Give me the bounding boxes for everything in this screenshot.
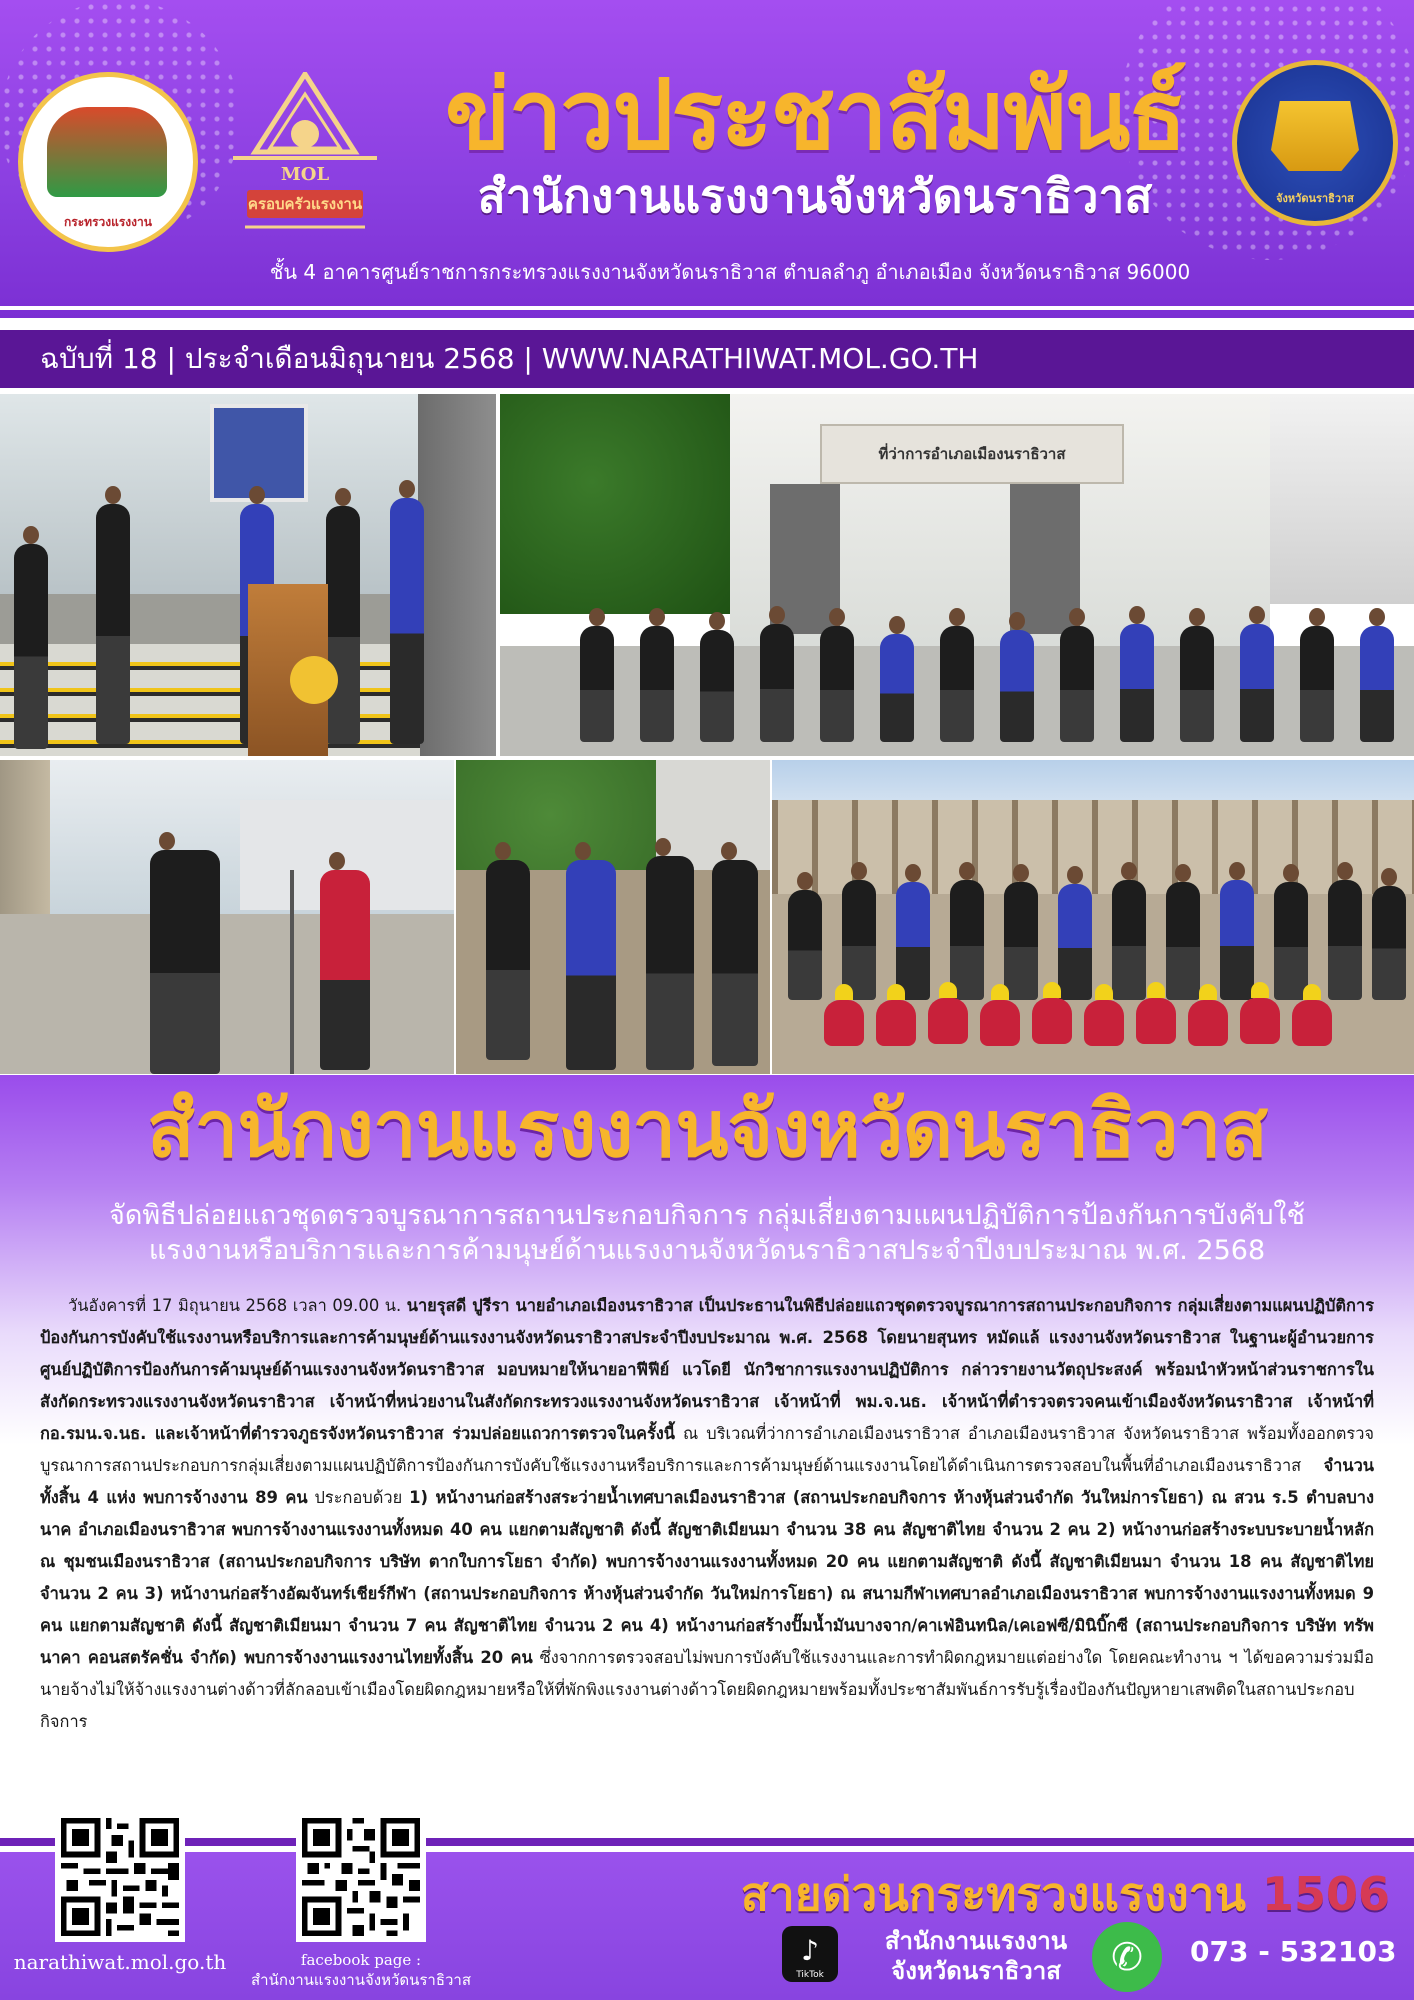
person	[96, 504, 130, 744]
person	[1300, 626, 1334, 742]
worker	[876, 1000, 916, 1046]
person	[640, 626, 674, 742]
article-subtitle-line: จัดพิธีปล่อยแถวชุดตรวจบูรณาการสถานประกอบกิจการ กลุ่มเสี่ยงตามแผนปฏิบัติการป้องกันการบังคับใช้	[109, 1200, 1305, 1231]
hotline-number[interactable]: 1506	[1261, 1867, 1390, 1921]
person	[1112, 880, 1146, 1000]
qr-code-icon[interactable]	[296, 1812, 426, 1942]
qr-caption-facebook	[236, 1950, 486, 1990]
header-banner	[0, 0, 1414, 318]
person	[580, 626, 614, 742]
person	[320, 870, 370, 1070]
article-text-bold: 1) หน้างานก่อสร้างสระว่ายน้ำเทศบาลเมืองนราธิวาส (สถานประกอบกิจการ ห้างหุ้นส่วนจำกัด วันใหม่การโยธา) ณ สวน ร.5 ตำบลบางนาค อำเภอเมืองนราธิวาส พบการจ้างงานแรงงานทั้งหมด 40 คน แยกตามสัญชาติ ดังนี้ สัญชาติเมียนมา จำนวน 38 คน สัญชาติไทย จำนวน 2 คน 2) หน้างานก่อสร้างระบบระบายน้ำหลัก ณ ชุมชนเมืองนราธิวาส (สถานประกอบกิจการ บริษัท ตากใบการโยธา จำกัด) พบการจ้างงานแรงงานทั้งหมด 20 คน แยกตามสัญชาติ ดังนี้ สัญชาติเมียนมา จำนวน 18 คน สัญชาติไทย จำนวน 2 คน 3) หน้างานก่อสร้างอัฒจันทร์เชียร์กีฬา (สถานประกอบกิจการ ห้างหุ้นส่วนจำกัด วันใหม่การโยธา) ณ สนามกีฬาเทศบาลอำเภอเมืองนราธิวาส พบการจ้างงานแรงงานทั้งหมด 9 คน แยกตามสัญชาติ ดังนี้ สัญชาติเมียนมา จำนวน 7 คน สัญชาติไทย จำนวน 2 คน 4) หน้างานก่อสร้างปั๊มน้ำมันบางจาก/คาเฟ่อินทนิล/เคเอฟซี/มินิบิ๊กซี (สถานประกอบกิจการ บริษัท ทรัพนาคา คอนสตรัคชั่น จำกัด) พบการจ้างงานแรงงานไทยทั้งสิ้น 20 คน	[40, 1488, 1374, 1667]
issue-bar	[0, 330, 1414, 388]
person	[1058, 884, 1092, 1000]
person	[700, 630, 734, 742]
person	[566, 860, 616, 1070]
article-text: ซึ่งจากการตรวจสอบไม่พบการบังคับใช้แรงงานและการทำผิดกฎหมายแต่อย่างใด โดยคณะทำงาน ฯ ได้ขอความร่วมมือนายจ้างไม่ให้จ้างแรงงานต่างด้าวที่ลักลอบเข้าเมืองโดยผิดกฎหมายหรือให้ที่พักพิงแรงงานต่างด้าวโดยผิดกฎหมายพร้อมทั้งประชาสัมพันธ์การรับรู้เรื่องป้องกันปัญหายาเสพติดในสถานประกอบกิจการ	[40, 1648, 1374, 1731]
person	[1274, 882, 1308, 1000]
tiktok-icon[interactable]: ♪ TikTok	[782, 1926, 838, 1982]
office-address: ชั้น 4 อาคารศูนย์ราชการกระทรวงแรงงานจังหวัดนราธิวาส ตำบลลำภู อำเภอเมือง จังหวัดนราธิวาส 96000	[269, 260, 1191, 284]
province-seal-text: จังหวัดนราธิวาส	[1276, 192, 1354, 205]
article-text: ประกอบด้วย	[307, 1488, 410, 1507]
qr-caption-line: สำนักงานแรงงานจังหวัดนราธิวาส	[250, 1971, 472, 1989]
worker	[1136, 998, 1176, 1044]
qr-caption-line: facebook page :	[300, 1951, 422, 1969]
person	[1360, 626, 1394, 742]
mol-logo-band: ครอบครัวแรงงาน	[247, 190, 363, 218]
mol-logo-text: MOL	[280, 164, 330, 185]
person	[1004, 882, 1038, 1000]
worker	[1032, 998, 1072, 1044]
office-name-line: สำนักงานแรงงาน	[884, 1927, 1068, 1955]
person	[1060, 626, 1094, 742]
photo-group-at-district-office	[500, 394, 1414, 756]
worker	[824, 1000, 864, 1046]
article-text: ณ บริเวณที่ว่าการอำเภอเมืองนราธิวาส อำเภอเมืองนราธิวาส จังหวัดนราธิวาส พร้อมทั้งออกตรวจบูรณาการสถานประกอบการกลุ่มเสี่ยงตามแผนปฏิบัติการป้องกันการบังคับใช้แรงงานหรือบริการและการค้ามนุษย์ด้านแรงงานโดยได้ดำเนินการตรวจสอบในพื้นที่อำเภอเมืองนราธิวาส	[40, 1424, 1375, 1475]
person	[14, 544, 48, 749]
person	[712, 860, 758, 1066]
page-subtitle: สำนักงานแรงงานจังหวัดนราธิวาส	[477, 169, 1153, 223]
tiktok-label: TikTok	[796, 1970, 824, 1980]
worker	[1084, 1000, 1124, 1046]
building-sign: ที่ว่าการอำเภอเมืองนราธิวาส	[820, 424, 1124, 484]
photo-construction-site-workers	[772, 760, 1414, 1074]
worker	[1292, 1000, 1332, 1046]
person	[1180, 626, 1214, 742]
person	[940, 626, 974, 742]
person	[326, 506, 360, 744]
ministry-seal-icon	[18, 72, 198, 252]
person	[896, 882, 930, 1000]
province-seal-icon	[1232, 60, 1398, 226]
page-title: ข่าวประชาสัมพันธ์	[445, 59, 1185, 171]
footer-stripe	[0, 1838, 1414, 1846]
photo-ceremony-podium	[0, 394, 496, 756]
worker	[1188, 1000, 1228, 1046]
phone-icon[interactable]: ✆	[1092, 1922, 1162, 1992]
person	[760, 624, 794, 742]
article-body	[40, 1290, 1374, 1738]
issue-info: ฉบับที่ 18 | ประจำเดือนมิถุนายน 2568 | WWW.NARATHIWAT.MOL.GO.TH	[40, 342, 979, 375]
person	[820, 626, 854, 742]
hotline-banner	[650, 1858, 1390, 1931]
office-name	[856, 1926, 1096, 1986]
person	[1240, 624, 1274, 742]
person	[950, 880, 984, 1000]
mol-logo-icon	[205, 72, 405, 242]
hotline-label: สายด่วนกระทรวงแรงงาน	[740, 1867, 1262, 1921]
person	[842, 880, 876, 1000]
person	[1166, 882, 1200, 1000]
ministry-seal-text: กระทรวงแรงงาน	[64, 215, 152, 229]
person	[646, 856, 694, 1070]
person	[1220, 880, 1254, 1000]
office-name-line: จังหวัดนราธิวาส	[891, 1957, 1061, 1985]
article-subtitle	[80, 1198, 1334, 1268]
person	[390, 498, 424, 744]
person	[1328, 880, 1362, 1000]
worker	[928, 998, 968, 1044]
person	[1372, 886, 1406, 1000]
photo-speaker-report	[0, 760, 454, 1074]
worker	[1240, 998, 1280, 1044]
photo-inspection-team	[456, 760, 770, 1074]
phone-number[interactable]: 073 - 532103	[1190, 1935, 1397, 1968]
person	[880, 634, 914, 742]
article-text: วันอังคารที่ 17 มิถุนายน 2568 เวลา 09.00 น.	[68, 1296, 407, 1315]
divider	[0, 306, 1414, 310]
person	[1120, 624, 1154, 742]
person	[486, 860, 530, 1060]
article-subtitle-line: แรงงานหรือบริการและการค้ามนุษย์ด้านแรงงานจังหวัดนราธิวาสประจำปีงบประมาณ พ.ศ. 2568	[148, 1235, 1266, 1266]
article-text-bold: นายรุสดี ปูรีรา นายอำเภอเมืองนราธิวาส เป็นประธานในพิธีปล่อยแถวชุดตรวจบูรณาการสถานประกอบกิจการ กลุ่มเสี่ยงตามแผนปฏิบัติการป้องกันการบังคับใช้แรงงานหรือบริการและการค้ามนุษย์ด้านแรงงานจังหวัดนราธิวาสประจำปีงบประมาณ พ.ศ. 2568 โดยนายสุนทร หมัดแล้ แรงงานจังหวัดนราธิวาส ในฐานะผู้อำนวยการศูนย์ปฏิบัติการป้องกันการค้ามนุษย์ด้านแรงงานจังหวัดนราธิวาส มอบหมายให้นายอาฟีฟีย์ แวโดยี นักวิชาการแรงงานปฏิบัติการ กล่าวรายงานวัตถุประสงค์ พร้อมนำหัวหน้าส่วนราชการในสังกัดกระทรวงแรงงานจังหวัดนราธิวาส เจ้าหน้าที่หน่วยงานในสังกัดกระทรวงแรงงานจังหวัดนราธิวาส เจ้าหน้าที่ พม.จ.นธ. เจ้าหน้าที่ตำรวจตรวจคนเข้าเมืองจังหวัดนราธิวาส เจ้าหน้าที่ กอ.รมน.จ.นธ. และเจ้าหน้าที่ตำรวจภูธรจังหวัดนราธิวาส ร่วมปล่อยแถวการตรวจในครั้งนี้	[40, 1296, 1374, 1443]
person	[788, 890, 822, 1000]
qr-caption-website: narathiwat.mol.go.th	[13, 1950, 227, 1974]
article-text-bold: จำนวนทั้งสิ้น 4 แห่ง พบการจ้างงาน 89 คน	[40, 1456, 1374, 1507]
person	[150, 850, 220, 1074]
qr-code-icon[interactable]	[55, 1812, 185, 1942]
person	[1000, 630, 1034, 742]
article-title: สำนักงานแรงงานจังหวัดนราธิวาส	[146, 1085, 1268, 1175]
worker	[980, 1000, 1020, 1046]
